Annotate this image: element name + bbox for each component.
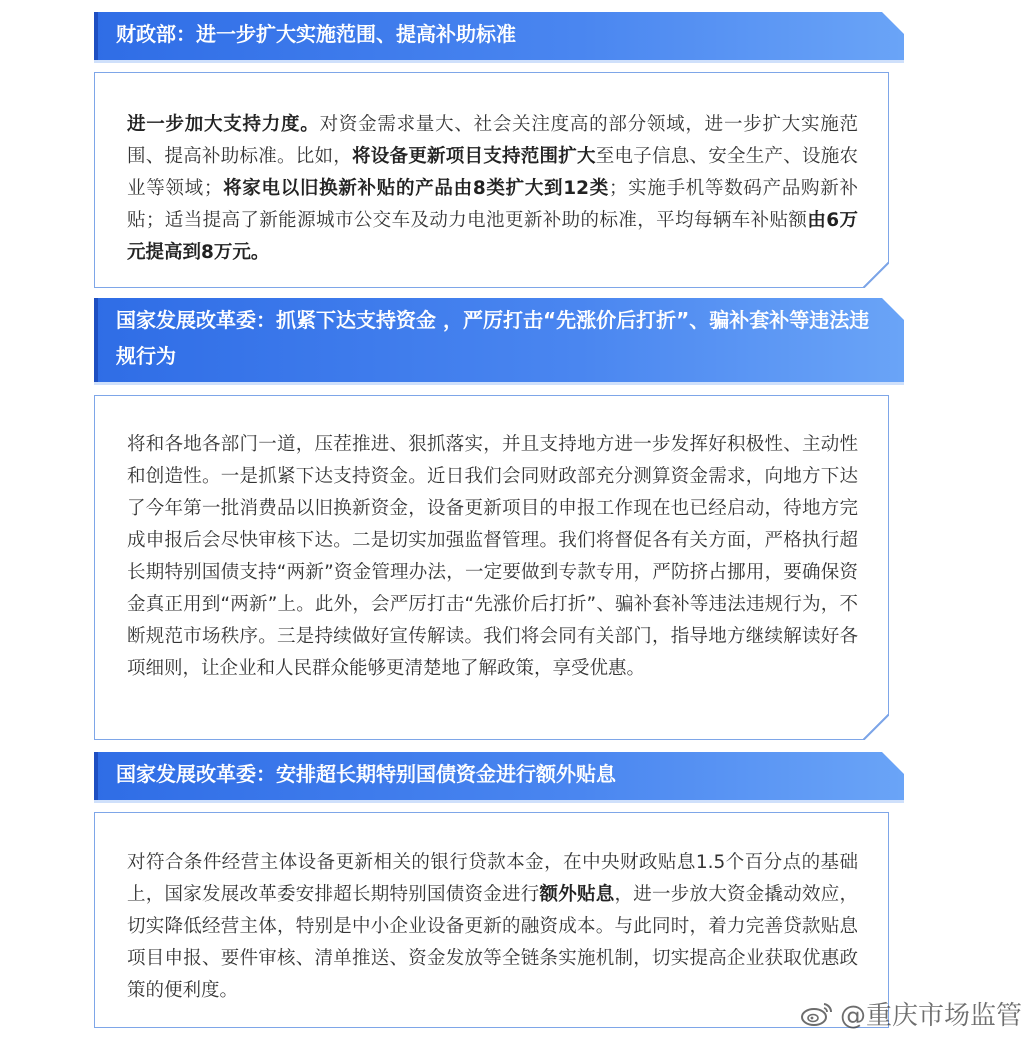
section-1-seg-4: 将家电以旧换新补贴的产品由8类扩大到12类 (222, 178, 609, 199)
section-1-title: 财政部：进一步扩大实施范围、提高补助标准 (116, 22, 516, 46)
section-1-seg-1: 对资金需求量大、社会关注度高的部分领域，进一步扩大实施范围、提高补助标准。比如， (127, 114, 858, 167)
section-1-seg-3: 至电子信息、安全生产、设施农业等领域； (127, 146, 858, 199)
section-3-seg-2: ，进一步放大资金撬动效应，切实降低经营主体，特别是中小企业设备更新的融资成本。与此同时，着力完善贷款贴息项目申报、要件审核、清单推送、资金发放等全链条实施机制，切实提高企业获取优惠政策的便利度。 (127, 884, 858, 1001)
section-1-seg-6: 由6万元提高到8万元。 (127, 210, 858, 263)
watermark-text: @重庆市场监管 (839, 1001, 1022, 1031)
section-2-title: 国家发展改革委：抓紧下达支持资金 ，严厉打击“先涨价后打折”、骗补套补等违法违规行为 (116, 308, 870, 368)
section-3-body (94, 812, 889, 1028)
section-1-seg-2: 将设备更新项目支持范围扩大 (352, 146, 596, 167)
section-2-header (94, 298, 904, 382)
header-corner-notch (882, 752, 904, 774)
box-corner-cut (863, 262, 889, 288)
weibo-watermark (800, 995, 1022, 1032)
section-2-seg-0: 将和各地各部门一道，压茬推进、狠抓落实，并且支持地方进一步发挥好积极性、主动性和创造性。一是抓紧下达支持资金。近日我们会同财政部充分测算资金需求，向地方下达了今年第一批消费品以旧换新资金，设备更新项目的申报工作现在也已经启动，待地方完成申报后会尽快审核下达。二是切实加强监督管理。我们将督促各有关方面，严格执行超长期特别国债支持“两新”资金管理办法，一定要做到专款专用，严防挤占挪用，要确保资金真正用到“两新”上。此外，会严厉打击“先涨价后打折”、骗补套补等违法违规行为，不断规范市场秩序。三是持续做好宣传解读。我们将会同有关部门，指导地方继续解读好各项细则，让企业和人民群众能够更清楚地了解政策，享受优惠。 (127, 434, 858, 679)
section-1-body (94, 72, 889, 288)
section-1-seg-5: ；实施手机等数码产品购新补贴；适当提高了新能源城市公交车及动力电池更新补助的标准，平均每辆车补贴额 (127, 178, 858, 231)
header-corner-notch (882, 298, 904, 320)
section-3-seg-1: 额外贴息 (539, 884, 615, 905)
box-corner-cut (863, 714, 889, 740)
header-corner-notch (882, 12, 904, 34)
weibo-icon (800, 1001, 834, 1027)
section-1-seg-0: 进一步加大支持力度。 (127, 114, 320, 135)
section-3-title: 国家发展改革委：安排超长期特别国债资金进行额外贴息 (116, 762, 616, 786)
section-2-body (94, 395, 889, 740)
section-3-seg-0: 对符合条件经营主体设备更新相关的银行贷款本金，在中央财政贴息1.5个百分点的基础上，国家发展改革委安排超长期特别国债资金进行 (127, 852, 858, 905)
section-1-header (94, 12, 904, 60)
section-3-header (94, 752, 904, 800)
